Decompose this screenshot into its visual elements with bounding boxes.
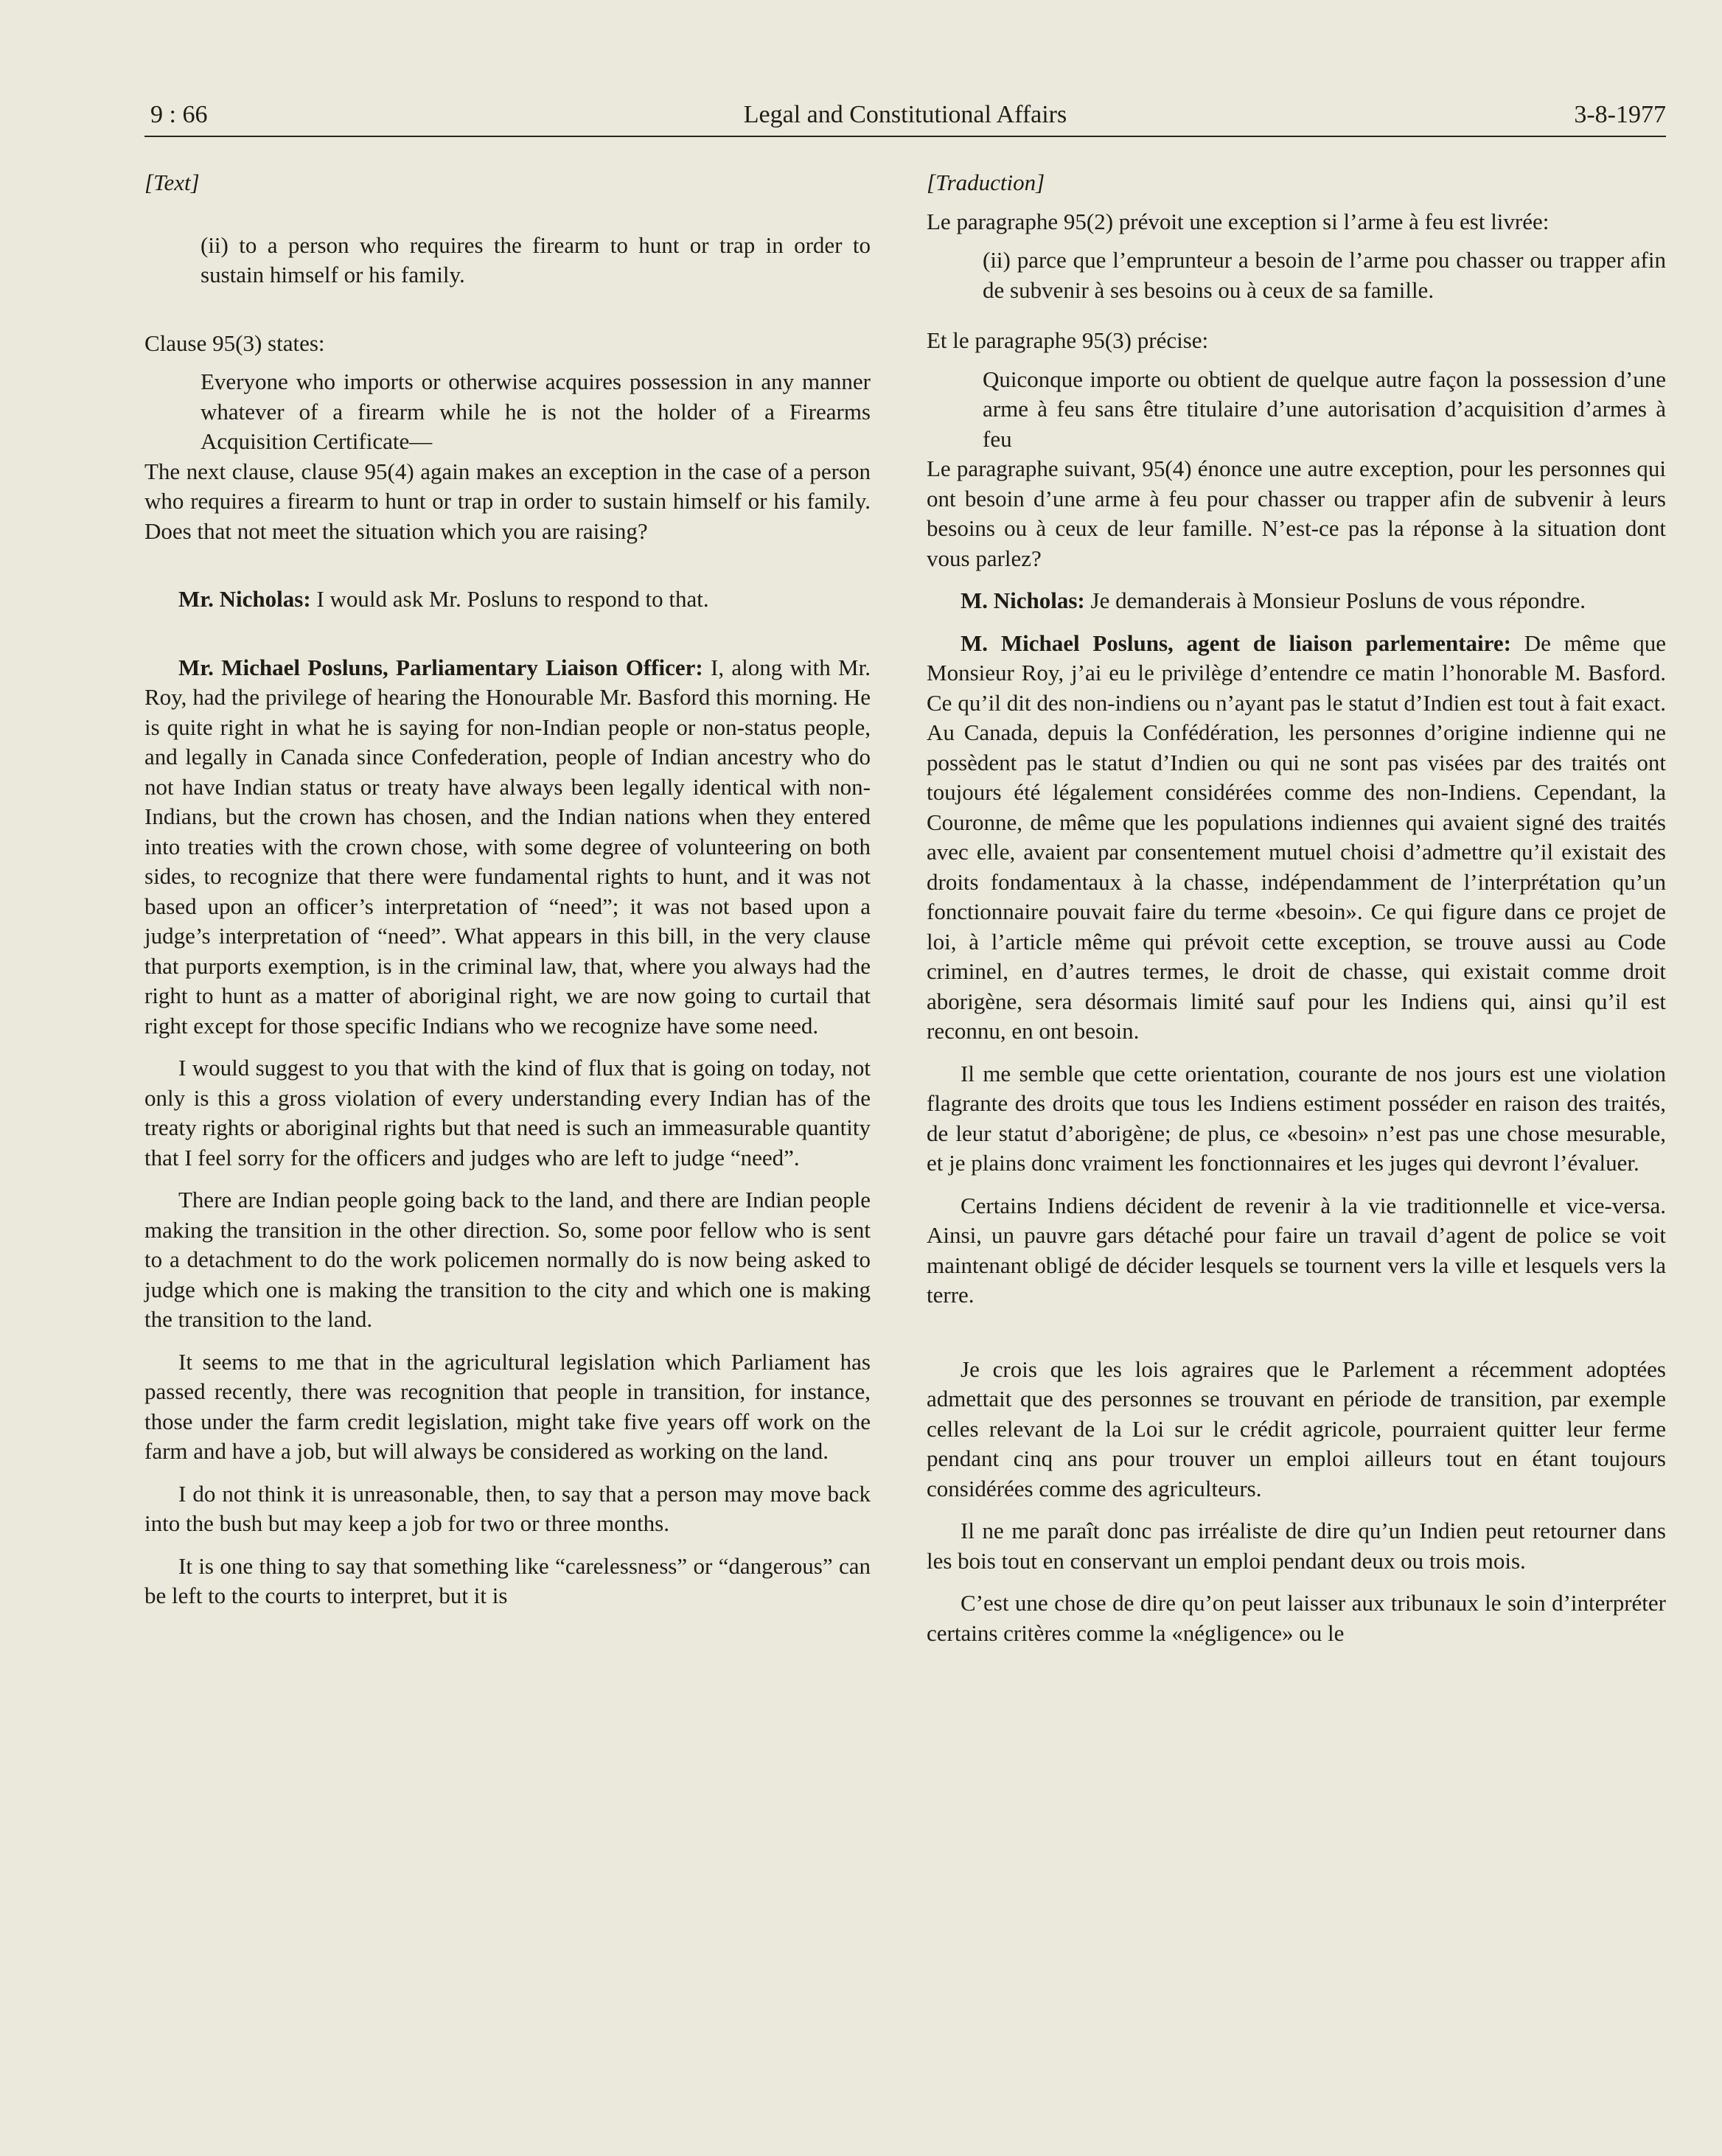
english-question: The next clause, clause 95(4) again makes an exception in the case of a person who requires a firearm to hunt or trap in order to sustain himself or his family. Does that not meet the situation which you are raising?: [144, 458, 871, 544]
speaker-nicholas: M. Nicholas:: [961, 587, 1085, 613]
english-paragraph: It seems to me that in the agricultural legislation which Parliament has passed recently, there was recognition that people in transition, for instance, those under the farm credit legislation, might take five years off work on the farm and have a job, but will always be considered as working on the land.: [144, 1348, 871, 1464]
speech-text: De même que Monsieur Roy, j’ai eu le privilège d’entendre ce matin l’honorable M. Basford. Ce qu’il dit des non-indiens ou n’ayant pas le statut d’Indien est tout à fait exact. Au Canada, depuis la Confédération, les personnes d’origine indienne qui ne possèdent pas le statut d’Indien ou qui ne sont pas visées par des traités ont toujours été légalement considérées comme des non-Indiens. Cependant, la Couronne, de même que les populations indiennes qui avaient signé des traités avec elle, avaient par consentement mutuel choisi d’admettre qu’il existait des droits fondamentaux à la chasse, indépendamment de l’interprétation qu’un fonctionnaire pouvait faire du terme «besoin». Ce qui figure dans ce projet de loi, à l’article même qui prévoit cette exception, se trouve aussi au Code criminel, en d’autres termes, le droit de chasse, qui existait comme droit aborigène, sera désormais limité sauf pour les Indiens qui, ainsi qu’il est reconnu, en ont besoin.: [927, 629, 1666, 1044]
header-rule: [144, 136, 1666, 137]
speaker-posluns: M. Michael Posluns, agent de liaison parlementaire:: [961, 629, 1511, 656]
french-paragraph: Je crois que les lois agraires que le Parlement a récemment adoptées admettait que des personnes se trouvant en période de transition, par exemple celles relevant de la Loi sur le crédit agricole, pourraient quitter leur ferme pendant cinq ans pour trouver un emploi ailleurs tout en étant toujours considérées comme des agriculteurs.: [927, 1356, 1666, 1501]
english-quote-95-3: Everyone who imports or otherwise acquires possession in any manner whatever of a firearm while he is not the holder of a Firearms Acquisition Certificate—: [201, 369, 871, 454]
speech-text: Je demanderais à Monsieur Posluns de vous répondre.: [1084, 587, 1586, 613]
session-date: 3-8-1977: [1574, 101, 1666, 128]
french-label-text: Traduction: [935, 170, 1036, 195]
french-column: [927, 168, 1666, 1661]
english-column: [144, 168, 871, 1624]
english-clause-intro: Clause 95(3) states:: [144, 329, 325, 356]
english-speech-posluns: [144, 653, 871, 1042]
english-paragraph: I would suggest to you that with the kind of flux that is going on today, not only is this a gross violation of every understanding every Indian has of the treaty rights or aboriginal rights but that need is such an immeasurable quantity that I feel sorry for the officers and judges who are left to judge “need”.: [144, 1055, 871, 1171]
page-number: 9 : 66: [150, 101, 208, 128]
french-question: Le paragraphe suivant, 95(4) énonce une autre exception, pour les personnes qui ont besoin d’une arme à feu pour chasser ou trapper afin de subvenir à leurs besoins ou à ceux de leur famille. N’est-ce pas la réponse à la situation dont vous parlez?: [927, 456, 1666, 571]
french-paragraph: Il me semble que cette orientation, courante de nos jours est une violation flagrante des droits que tous les Indiens estiment posséder en raison des traités, de leur statut d’aborigène; de plus, ce «besoin» n’est pas une chose mesurable, et je plains donc vraiment les fonctionnaires et les juges qui devront l’évaluer.: [927, 1060, 1666, 1176]
french-label: [Traduction]: [927, 170, 1045, 195]
page-header: [144, 99, 1666, 133]
publication-title: Legal and Constitutional Affairs: [743, 101, 1067, 128]
french-speech-posluns: [927, 629, 1666, 1047]
french-paragraph: Le paragraphe 95(2) prévoit une exception si l’arme à feu est livrée:: [927, 208, 1550, 234]
french-paragraph: Certains Indiens décident de revenir à la vie traditionnelle et vice-versa. Ainsi, un pauvre gars détaché pour faire un travail d’agent de police se voit maintenant obligé de décider lesquels se tournent vers la ville et lesquels vers la terre.: [927, 1192, 1666, 1308]
speaker-nicholas: Mr. Nicholas:: [178, 586, 311, 612]
english-label: [Text]: [144, 170, 200, 195]
french-quote-95-2: (ii) parce que l’emprunteur a besoin de l’arme pou chasser ou trapper afin de subvenir à ses besoins ou à ceux de sa famille.: [983, 247, 1666, 303]
english-speech-nicholas: [144, 585, 871, 615]
french-paragraph: C’est une chose de dire qu’on peut laisser aux tribunaux le soin d’interpréter certains critères comme la «négligence» ou le: [927, 1590, 1666, 1646]
speech-text: I would ask Mr. Posluns to respond to that.: [310, 586, 709, 612]
english-paragraph: It is one thing to say that something like “carelessness” or “dangerous” can be left to the courts to interpret, but it is: [144, 1552, 871, 1608]
french-speech-nicholas: [927, 586, 1666, 616]
speaker-posluns: Mr. Michael Posluns, Parliamentary Liaison Officer:: [178, 654, 703, 680]
french-paragraph: Il ne me paraît donc pas irréaliste de dire qu’un Indien peut retourner dans les bois tout en conservant un emploi pendant deux ou trois mois.: [927, 1518, 1666, 1574]
english-paragraph: There are Indian people going back to the land, and there are Indian people making the transition in the other direction. So, some poor fellow who is sent to a detachment to do the work policemen normally do is now being asked to judge which one is making the transition to the city and which one is making the transition to the land.: [144, 1187, 871, 1332]
french-clause-intro: Et le paragraphe 95(3) précise:: [927, 327, 1209, 353]
speech-text: I, along with Mr. Roy, had the privilege of hearing the Honourable Mr. Basford this morning. He is quite right in what he is saying for non-Indian people or non-status people, and legally in Canada since Confederation, people of Indian ancestry who do not have Indian status or treaty have always been legally identical with non-Indians, but the crown has chosen, and the Indian nations when they entered into treaties with the crown chose, with some degree of volunteering on both sides, to recognize that there were fundamental rights to hunt, and it was not based upon an officer’s interpretation of “need”; it was not based upon a judge’s interpretation of “need”. What appears in this bill, in the very clause that purports exemption, is in the criminal law, that, where you always had the right to hunt as a matter of aboriginal right, we are now going to curtail that right except for those specific Indians who we recognize have some need.: [144, 654, 871, 1039]
english-label-text: Text: [153, 170, 191, 195]
english-quote-95-2: (ii) to a person who requires the firearm to hunt or trap in order to sustain himself or his family.: [201, 231, 871, 287]
french-quote-95-3: Quiconque importe ou obtient de quelque autre façon la possession d’une arme à feu sans être titulaire d’une autorisation d’acquisition d’armes à feu: [983, 366, 1666, 452]
english-paragraph: I do not think it is unreasonable, then, to say that a person may move back into the bush but may keep a job for two or three months.: [144, 1480, 871, 1536]
